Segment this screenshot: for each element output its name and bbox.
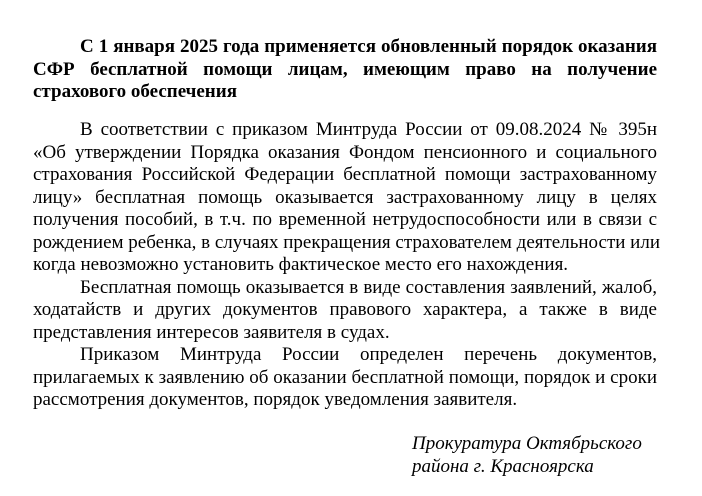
article-body [33,119,660,412]
signature [412,432,642,478]
paragraph [33,277,657,345]
paragraph-line: В соответствии с приказом Минтруда России от 09.08.2024 № 395н [80,119,657,140]
paragraph-line: страхования Российской Федерации бесплатной помощи застрахованному [33,164,657,185]
paragraph-line: рождением ребенка, в случаях прекращения страхователем деятельности или [33,231,660,253]
article-title [33,36,657,104]
paragraph-line: «Об утверждении Порядка оказания Фондом пенсионного и социального [33,141,657,163]
paragraph-line: представления интересов заявителя в судах. [33,321,390,343]
signature-line: района г. Красноярска [412,456,594,477]
paragraph-line: рассмотрения документов, порядок уведомления заявителя. [33,389,518,410]
paragraph-line: Бесплатная помощь оказывается в виде составления заявлений, жалоб, [80,276,657,298]
title-line: С 1 января 2025 года применяется обновленный порядок оказания [80,36,657,57]
title-line: СФР бесплатной помощи лицам, имеющим право на получение [33,58,657,80]
signature-line: Прокуратура Октябрьского [412,433,642,454]
paragraph-line: лицу» бесплатная помощь оказывается застрахованному лицу в целях [33,186,657,208]
paragraph [33,119,660,277]
paragraph-line: ходатайств и других документов правового характера, а также в виде [33,299,657,320]
paragraph-line: Приказом Минтруда России определен перечень документов, [80,344,657,365]
title-line: страхового обеспечения [33,81,237,102]
paragraph [33,344,657,412]
paragraph-line: когда невозможно установить фактическое место его нахождения. [33,254,569,275]
paragraph-line: получения пособий, в т.ч. по временной нетрудоспособности или в связи с [33,209,657,230]
paragraph-line: прилагаемых к заявлению об оказании бесплатной помощи, порядок и сроки [33,366,657,388]
